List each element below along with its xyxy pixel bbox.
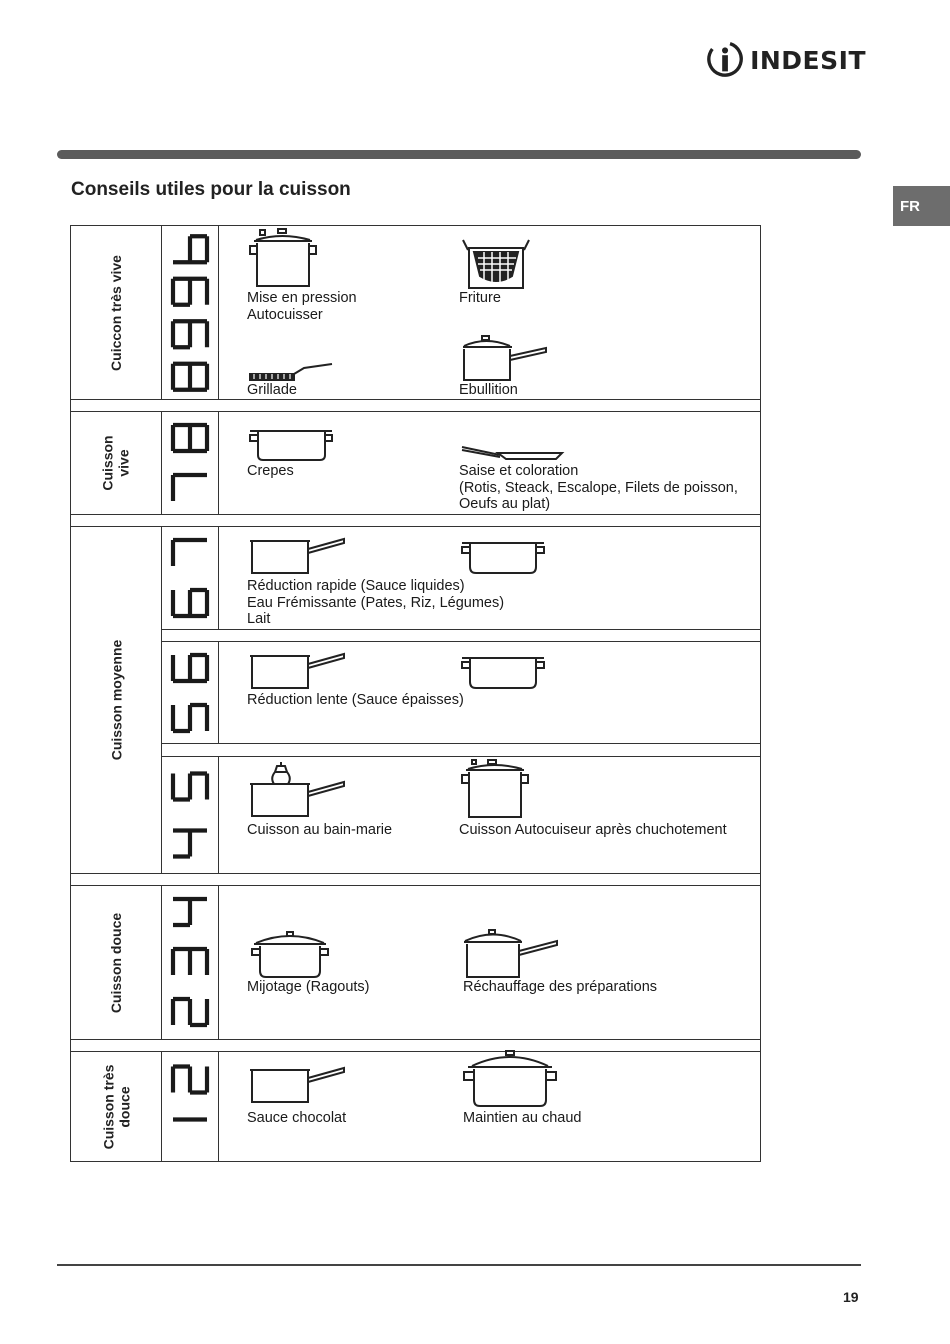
row-gap bbox=[71, 515, 760, 526]
fryer-basket-icon bbox=[460, 238, 532, 290]
cell-crepes: Crepes bbox=[247, 463, 294, 479]
round-pot-lid-icon bbox=[250, 931, 330, 979]
segment-digit bbox=[173, 321, 207, 347]
table-border bbox=[70, 885, 761, 886]
cell-maintien: Maintien au chaud bbox=[463, 1110, 582, 1126]
category-label: Cuisson moyenne bbox=[108, 639, 124, 761]
cell-rechauffage: Réchauffage des préparations bbox=[463, 979, 658, 995]
segment-digit bbox=[173, 899, 207, 925]
saucepan-icon bbox=[248, 1064, 346, 1104]
segment-digit bbox=[173, 425, 207, 451]
cell-reduction-rapide: Réduction rapide (Sauce liquides) Eau Frémissante (Pates, Riz, Légumes) Lait bbox=[247, 578, 505, 628]
category-douce bbox=[71, 886, 161, 1039]
indesit-logo bbox=[706, 36, 866, 82]
segment-digit bbox=[173, 774, 207, 800]
cell-mijotage: Mijotage (Ragouts) bbox=[247, 979, 370, 995]
casserole-icon bbox=[460, 539, 546, 575]
category-tres-vive bbox=[71, 226, 161, 399]
round-pot-lid-icon bbox=[462, 1050, 558, 1108]
stockpot-lid-icon bbox=[460, 759, 530, 819]
saucepan-lid-icon bbox=[460, 334, 550, 382]
header-rule bbox=[57, 150, 861, 159]
table-border bbox=[161, 756, 761, 757]
frying-pan-icon bbox=[460, 445, 566, 461]
cell-ebullition: Ebullition bbox=[459, 382, 518, 398]
table-border bbox=[70, 526, 761, 527]
power-level-display bbox=[162, 413, 218, 513]
power-level-display bbox=[162, 528, 218, 628]
segment-digit bbox=[173, 475, 207, 501]
brand-name: INDESIT bbox=[750, 45, 866, 75]
segment-digit bbox=[173, 590, 207, 616]
row-gap bbox=[71, 874, 760, 885]
row-gap bbox=[162, 630, 760, 641]
page-number: 19 bbox=[843, 1289, 859, 1305]
saucepan-icon bbox=[248, 535, 346, 575]
cell-autocuiseur-apres: Cuisson Autocuiseur après chuchotement bbox=[459, 822, 727, 838]
segment-digit bbox=[173, 1067, 207, 1093]
table-border bbox=[70, 1161, 761, 1162]
footer-rule bbox=[57, 1264, 861, 1266]
category-label: Cuisson très douce bbox=[100, 1064, 132, 1149]
pressure-cooker-icon bbox=[248, 228, 320, 290]
segment-digit bbox=[173, 236, 207, 262]
category-label: Cuisson vive bbox=[99, 435, 132, 491]
indesit-logo-mark-icon bbox=[706, 37, 744, 81]
category-label: Cuisson douce bbox=[108, 912, 125, 1013]
casserole-icon bbox=[460, 654, 546, 690]
table-border bbox=[70, 225, 761, 226]
segment-digit bbox=[173, 831, 207, 857]
category-moyenne bbox=[71, 527, 161, 873]
segment-digit bbox=[173, 705, 207, 731]
row-gap bbox=[71, 1040, 760, 1051]
segment-digit bbox=[173, 364, 207, 390]
category-vive bbox=[71, 412, 161, 514]
segment-digit bbox=[173, 279, 207, 305]
power-level-display bbox=[162, 758, 218, 872]
grill-pan-icon bbox=[248, 362, 334, 382]
category-tres-douce bbox=[71, 1052, 161, 1161]
cell-grillade: Grillade bbox=[247, 382, 297, 398]
table-border bbox=[760, 225, 761, 1162]
segment-digit bbox=[173, 949, 207, 975]
language-tab: FR bbox=[893, 186, 950, 226]
category-label: Cuiccon très vive bbox=[108, 254, 124, 371]
cell-reduction-lente: Réduction lente (Sauce épaisses) bbox=[247, 692, 464, 708]
table-border bbox=[70, 1051, 761, 1052]
saucepan-icon bbox=[248, 650, 346, 690]
cell-mise-en-pression: Mise en pression Autocuisser bbox=[247, 290, 357, 323]
power-level-display bbox=[162, 887, 218, 1037]
crepe-pan-icon bbox=[248, 427, 334, 463]
pan-lid-icon bbox=[463, 929, 559, 979]
segment-digit bbox=[173, 655, 207, 681]
power-level-display bbox=[162, 228, 218, 398]
page-title: Conseils utiles pour la cuisson bbox=[71, 179, 351, 200]
table-border bbox=[70, 411, 761, 412]
row-gap bbox=[162, 744, 760, 756]
table-border bbox=[161, 641, 761, 642]
segment-digit bbox=[173, 999, 207, 1025]
cell-bain-marie: Cuisson au bain-marie bbox=[247, 822, 393, 838]
row-gap bbox=[71, 400, 760, 411]
segment-digit bbox=[173, 540, 207, 566]
cell-sauce-chocolat: Sauce chocolat bbox=[247, 1110, 347, 1126]
cell-friture: Friture bbox=[459, 290, 501, 306]
cell-saise: Saise et coloration (Rotis, Steack, Escalope, Filets de poisson, Oeufs au plat) bbox=[459, 463, 738, 513]
table-border bbox=[218, 225, 219, 1162]
power-level-display bbox=[162, 1053, 218, 1159]
power-level-display bbox=[162, 643, 218, 743]
bain-marie-icon bbox=[248, 760, 346, 818]
